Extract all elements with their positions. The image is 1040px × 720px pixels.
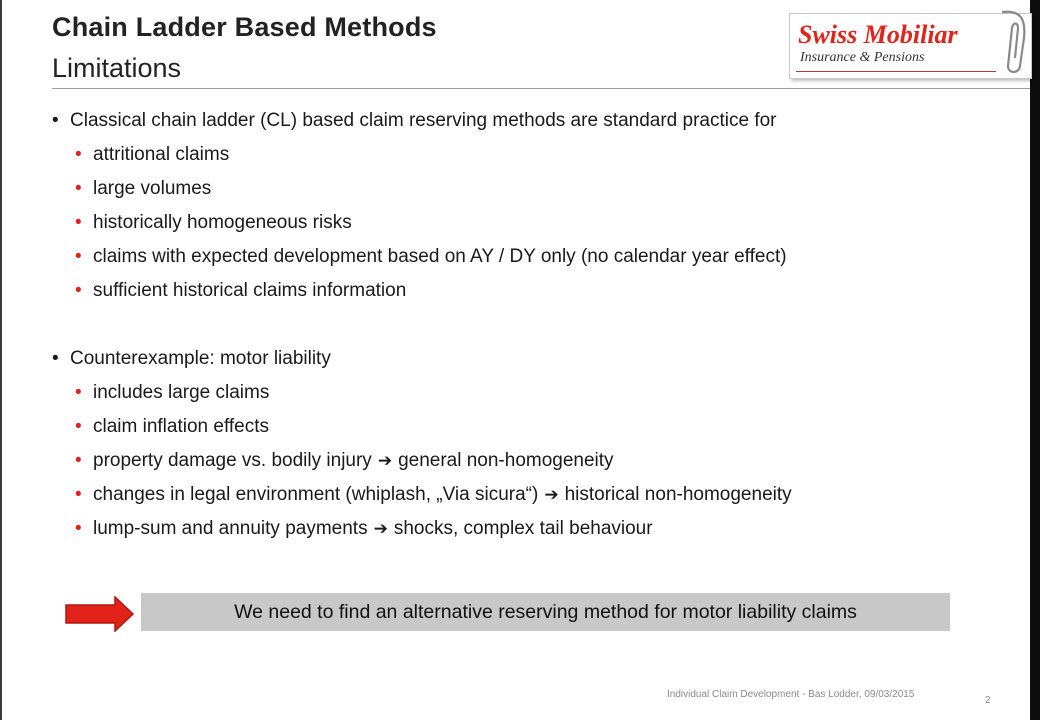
page-number: 2	[985, 695, 991, 706]
subbullet-text: claims with expected development based on AY / DY only (no calendar year effect)	[93, 246, 787, 267]
subbullet-large-claims	[75, 382, 269, 404]
subbullet-text: large volumes	[93, 178, 212, 199]
subbullet-result: general non-homogeneity	[398, 450, 614, 471]
subbullet-text: changes in legal environment (whiplash, „Via sicura“)	[93, 484, 539, 505]
subbullet-text: property damage vs. bodily injury	[93, 450, 372, 471]
red-bullet-dot: •	[75, 484, 82, 505]
subbullet-homogeneous	[75, 212, 352, 234]
subbullet-lump-sum	[75, 518, 653, 540]
footer-text: Individual Claim Development - Bas Lodder, 09/03/2015	[667, 689, 915, 700]
subbullet-text: claim inflation effects	[93, 416, 270, 437]
conclusion-callout: We need to find an alternative reserving method for motor liability claims	[141, 593, 950, 631]
red-bullet-dot: •	[75, 518, 82, 539]
bullet-counterexample	[52, 348, 331, 370]
subbullet-inflation	[75, 416, 269, 438]
subbullet-sufficient-info	[75, 280, 406, 302]
red-bullet-dot: •	[75, 178, 82, 199]
logo-wordmark: Swiss Mobiliar	[798, 20, 958, 49]
bullet-classical-cl	[52, 110, 777, 132]
subbullet-text: historically homogeneous risks	[93, 212, 352, 233]
slide-subtitle: Limitations	[52, 53, 182, 83]
bullet-dot: •	[52, 110, 59, 131]
bullet-text: Classical chain ladder (CL) based claim reserving methods are standard practice for	[70, 110, 777, 131]
paperclip-icon	[990, 8, 1030, 78]
subbullet-property-damage	[75, 450, 614, 472]
red-bullet-dot: •	[75, 212, 82, 233]
subbullet-result: historical non-homogeneity	[564, 484, 792, 505]
right-edge-band	[1030, 0, 1040, 720]
subbullet-large-volumes	[75, 178, 211, 200]
bullet-text: Counterexample: motor liability	[70, 348, 331, 369]
red-bullet-dot: •	[75, 280, 82, 301]
header-divider	[52, 88, 1030, 89]
subbullet-attritional	[75, 144, 229, 166]
red-bullet-dot: •	[75, 144, 82, 165]
red-bullet-dot: •	[75, 246, 82, 267]
red-bullet-dot: •	[75, 450, 82, 471]
subbullet-legal-environment	[75, 484, 792, 506]
left-border	[0, 0, 2, 720]
subbullet-text: lump-sum and annuity payments	[93, 518, 368, 539]
subbullet-text: includes large claims	[93, 382, 270, 403]
logo-tagline: Insurance & Pensions	[800, 50, 925, 65]
right-arrow-icon: ➔	[377, 451, 393, 470]
red-bullet-dot: •	[75, 382, 82, 403]
subbullet-text: sufficient historical claims information	[93, 280, 407, 301]
slide-title: Chain Ladder Based Methods	[52, 12, 437, 42]
red-bullet-dot: •	[75, 416, 82, 437]
subbullet-ay-dy	[75, 246, 787, 268]
subbullet-text: attritional claims	[93, 144, 230, 165]
right-arrow-icon: ➔	[544, 485, 559, 504]
red-arrow-icon	[65, 596, 135, 632]
logo-underline	[796, 71, 996, 72]
subbullet-result: shocks, complex tail behaviour	[393, 518, 653, 539]
bullet-dot: •	[52, 348, 59, 369]
right-arrow-icon: ➔	[373, 519, 388, 538]
